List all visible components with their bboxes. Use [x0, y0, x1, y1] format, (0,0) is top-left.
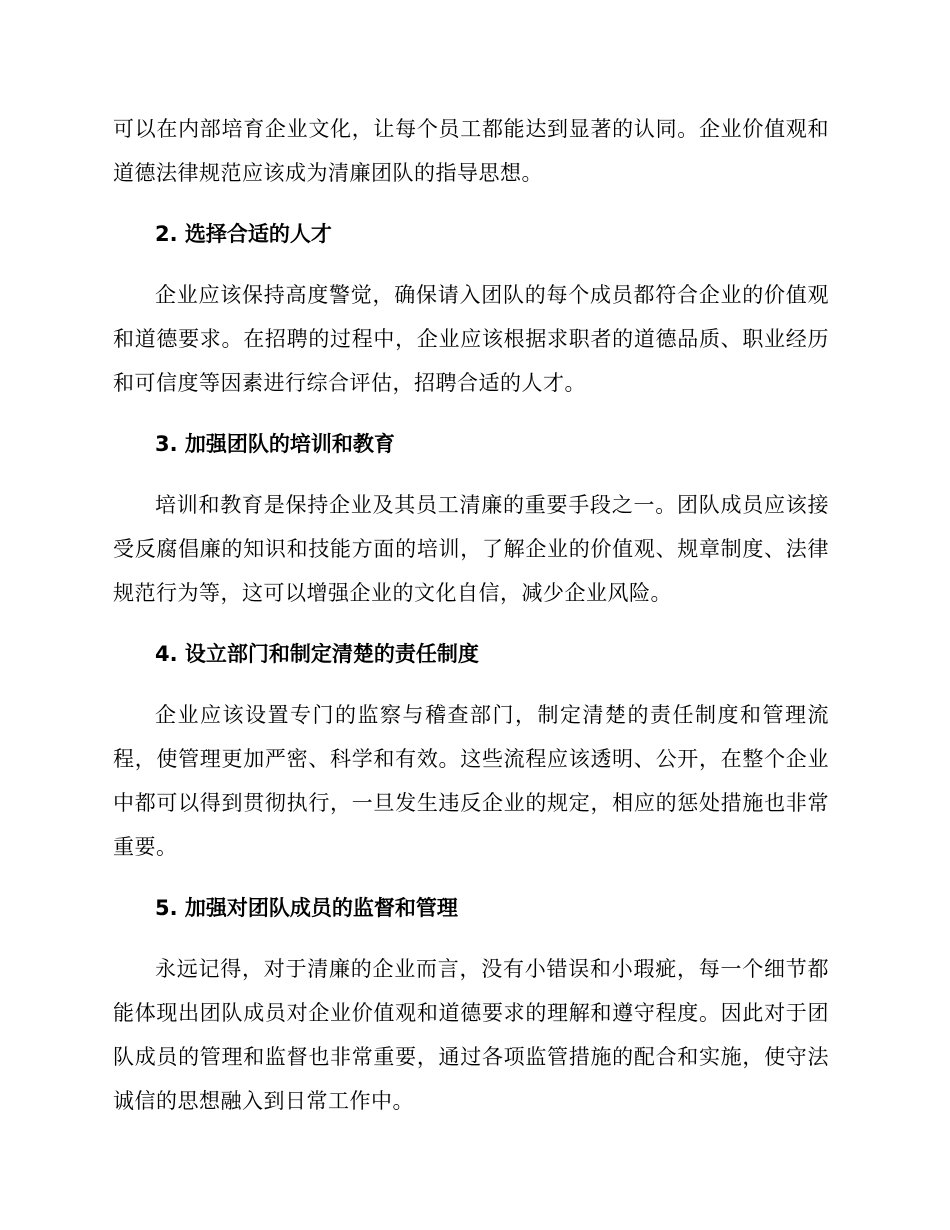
document-body: [113, 107, 829, 1123]
heading-select-talent: 2. 选择合适的人才: [155, 222, 332, 246]
paragraph-supervision: 永远记得，对于清廉的企业而言，没有小错误和小瑕疵，每一个细节都能体现出团队成员对企业价值观和道德要求的理解和遵守程度。因此对于团队成员的管理和监督也非常重要，通过各项监管措施的配合和实施，使守法诚信的思想融入到日常工作中。: [113, 957, 829, 1113]
heading-supervision: 5. 加强对团队成员的监督和管理: [155, 896, 458, 920]
paragraph-responsibility: 企业应该设置专门的监察与稽查部门，制定清楚的责任制度和管理流程，使管理更加严密、科学和有效。这些流程应该透明、公开，在整个企业中都可以得到贯彻执行，一旦发生违反企业的规定，相应的惩处措施也非常重要。: [113, 703, 829, 859]
paragraph-select-talent: 企业应该保持高度警觉，确保请入团队的每个成员都符合企业的价值观和道德要求。在招聘的过程中，企业应该根据求职者的道德品质、职业经历和可信度等因素进行综合评估，招聘合适的人才。: [113, 283, 829, 395]
paragraph-intro: 可以在内部培育企业文化，让每个员工都能达到显著的认同。企业价值观和道德法律规范应该成为清廉团队的指导思想。: [113, 117, 829, 185]
paragraph-training: 培训和教育是保持企业及其员工清廉的重要手段之一。团队成员应该接受反腐倡廉的知识和技能方面的培训，了解企业的价值观、规章制度、法律规范行为等，这可以增强企业的文化自信，减少企业风险。: [113, 493, 829, 605]
heading-responsibility: 4. 设立部门和制定清楚的责任制度: [155, 642, 479, 666]
heading-training: 3. 加强团队的培训和教育: [155, 432, 395, 456]
